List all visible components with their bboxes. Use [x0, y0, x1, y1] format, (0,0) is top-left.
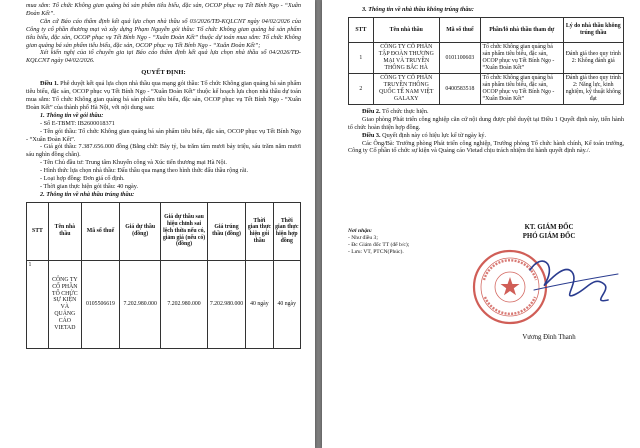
recipients-title: Nơi nhận:: [348, 228, 372, 234]
header-contract-duration: Thời gian thực hiện hợp đồng: [273, 202, 300, 260]
header-package-duration: Thời gian thực hiện gói thầu: [246, 202, 273, 260]
document-page-left: [0, 0, 315, 448]
info-tbmt: - Số E-TBMT: IB2600018371: [40, 119, 115, 127]
basis-paragraph: Căn cứ Báo cáo thẩm định kết quả lựa chọn nhà thầu số 03/2026/TĐ-KQLCNT ngày 04/02/2026 của Công ty cổ phần thương mại và xây dựng Phạm Nguyễn gói thầu: Tổ chức Không gian quảng bá sản phẩm tiêu biểu, đặc sản, OCOP phục vụ Tết Bính Ngọ - “Xuân Đoàn Kết” thuộc dự toán mua sắm: Tổ chức Không gian quảng bá sản phẩm tiêu biểu, đặc sản, OCOP phục vụ Tết Bính Ngọ - “Xuân Đoàn Kết”;: [26, 17, 301, 49]
header-bidder: Tên nhà thầu: [48, 202, 81, 260]
article-3-text: Các Ông/Bà: Trưởng phòng Phát triển công nghiệp, Trưởng phòng Tổ chức hành chính, Kế toán trưởng, Công ty Cổ phần tổ chức sự kiện và Quảng cáo Vietad chịu trách nhiệm thi hành quyết định này./.: [348, 139, 624, 155]
table-header-row: [27, 202, 301, 260]
section-3-title: 3. Thông tin về nhà thầu không trúng thầu:: [362, 6, 474, 13]
table-header-row: [349, 17, 624, 42]
cell-lot: Tổ chức Không gian quảng bá sản phẩm tiêu biểu, đặc sản, OCOP phục vụ Tết Bính Ngọ - “Xuân Đoàn Kết”: [481, 42, 564, 73]
article-2-heading: [348, 108, 624, 116]
section-2-title: 2. Thông tin về nhà thầu trúng thầu:: [40, 190, 135, 198]
info-package-name: - Tên gói thầu: Tổ chức Không gian quảng bá sản phẩm tiêu biểu, đặc sản, OCOP phục vụ Tết Bính Ngọ - “Xuân Đoàn Kết”.: [26, 127, 301, 143]
header-tax-code: Mã số thuế: [81, 202, 119, 260]
cell-tax-code: 0101100603: [439, 42, 480, 73]
recipient-3: - Lưu: VT, PTCN(Phúc).: [348, 249, 404, 255]
decision-heading: QUYẾT ĐỊNH:: [141, 69, 186, 77]
cell-bidder: CÔNG TY CỔ PHẦN TỔ CHỨC SỰ KIỆN VÀ QUẢNG CÁO VIETAD: [48, 260, 81, 348]
header-tax-code: Mã số thuế: [439, 17, 480, 42]
cell-bidder: CÔNG TY CỔ PHẦN TRUYỀN THÔNG QUỐC TẾ NAM VIỆT GALAXY: [373, 73, 439, 104]
cell-stt: 1: [27, 260, 49, 348]
document-page-right: [322, 0, 640, 448]
table-row: [349, 42, 624, 73]
cell-bid-price: 7.202.980.000: [120, 260, 161, 348]
article-1-label: Điều 1.: [40, 80, 59, 88]
cell-tax-code: 0105506619: [81, 260, 119, 348]
header-winning-price: Giá trúng thầu (đồng): [207, 202, 245, 260]
recipient-1: - Như điều 3;: [348, 235, 378, 241]
section-1-title: 1. Thông tin về gói thầu:: [40, 111, 104, 119]
article-2-text: Giao phòng Phát triển công nghiệp căn cứ nội dung được phê duyệt tại Điều 1 Quyết định này, tiến hành tổ chức hoàn thiện hợp đồng.: [348, 115, 624, 131]
recipient-2: - Đc Giám đốc TT (để b/c);: [348, 242, 410, 248]
table-row: [349, 73, 624, 104]
header-adjusted-price: Giá dự thầu sau hiệu chỉnh sai lệch thừa nếu có, giảm giá (nếu có) (đồng): [161, 202, 208, 260]
header-lot: Phần/lô nhà thầu tham dự: [481, 17, 564, 42]
cell-stt: 2: [349, 73, 374, 104]
article-1: [26, 80, 301, 112]
header-bidder: Tên nhà thầu: [373, 17, 439, 42]
info-investor: - Tên Chủ đầu tư: Trung tâm Khuyến công và Xúc tiến thương mại Hà Nội.: [40, 159, 227, 167]
cell-reason: Đánh giá theo quy trình 2: Không đánh giá: [563, 42, 624, 73]
cell-reason: Đánh giá theo quy trình 2: Năng lực, kinh nghiệm, kỹ thuật không đạt: [563, 73, 624, 104]
header-reason: Lý do nhà thầu không trúng thầu: [563, 17, 624, 42]
cell-tax-code: 0400583518: [439, 73, 480, 104]
official-seal-icon: [474, 251, 546, 323]
header-stt: STT: [349, 17, 374, 42]
info-package-price: - Giá gói thầu: 7.387.656.000 đồng (Bằng chữ: Bảy tỷ, ba trăm tám mươi bảy triệu, sáu trăm năm mươi sáu nghìn đồng chẵn).: [26, 143, 301, 159]
header-stt: STT: [27, 202, 49, 260]
cell-stt: 1: [349, 42, 374, 73]
winning-bidder-table: [26, 202, 301, 349]
context-paragraph: mua sắm: Tổ chức Không gian quảng bá sản phẩm tiêu biểu, đặc sản, OCOP phục vụ Tết Bính Ngọ - “Xuân Đoàn Kết”.: [26, 2, 301, 17]
article-1-text: Phê duyệt kết quả lựa chọn nhà thầu qua mạng gói thầu: Tổ chức Không gian quảng bá sản phẩm tiêu biểu, đặc sản, OCOP phục vụ Tết Bính Ngọ - “Xuân Đoàn Kết” thuộc kế hoạch lựa chọn nhà thầu dự toán mua sắm: Tổ chức Không gian quảng bá sản phẩm tiêu biểu, đặc sản, OCOP phục vụ Tết Bính Ngọ - “Xuân Đoàn Kết” của thành phố Hà Nội, với nội dung sau:: [26, 80, 302, 111]
recipients-block: [348, 228, 488, 256]
signature-block: [474, 224, 624, 241]
article-2-label: Điều 2.: [362, 107, 381, 115]
signer-name: Vương Đình Thanh: [522, 334, 576, 341]
info-duration: - Thời gian thực hiện gói thầu: 40 ngày.: [40, 182, 139, 190]
seal-and-signature: [472, 240, 632, 335]
losing-bidder-table: [348, 17, 624, 105]
cell-bidder: CÔNG TY CỔ PHẦN TẬP ĐOÀN THƯƠNG MẠI VÀ TRUYỀN THÔNG BẮC HÀ: [373, 42, 439, 73]
article-3-label: Điều 3.: [362, 131, 381, 139]
article-2-title: Tổ chức thực hiện.: [382, 107, 429, 115]
info-contract-type: - Loại hợp đồng: Đơn giá cố định.: [40, 175, 125, 183]
cell-package-duration: 40 ngày: [246, 260, 273, 348]
signature-title-1: KT. GIÁM ĐỐC: [524, 224, 574, 231]
article-3-heading: [348, 132, 624, 140]
consideration-paragraph: Xét kiến nghị của tổ chuyên gia tại Báo cáo thẩm định kết quả lựa chọn nhà thầu số 04/2026/TĐ-KQLCNT ngày 04/02/2026.: [26, 49, 301, 65]
article-3-title: Quyết định này có hiệu lực kể từ ngày ký.: [382, 131, 487, 139]
info-selection-method: - Hình thức lựa chọn nhà thầu: Đấu thầu qua mạng theo hình thức đấu thầu rộng rãi.: [40, 167, 249, 175]
cell-winning-price: 7.202.980.000: [207, 260, 245, 348]
table-row: [27, 260, 301, 348]
signature-title-2: PHÓ GIÁM ĐỐC: [522, 232, 576, 240]
cell-contract-duration: 40 ngày: [273, 260, 300, 348]
cell-lot: Tổ chức Không gian quảng bá sản phẩm tiêu biểu, đặc sản, OCOP phục vụ Tết Bính Ngọ - “Xuân Đoàn Kết”: [481, 73, 564, 104]
handwritten-signature-icon: [530, 261, 618, 301]
cell-adjusted-price: 7.202.980.000: [161, 260, 208, 348]
header-bid-price: Giá dự thầu (đồng): [120, 202, 161, 260]
